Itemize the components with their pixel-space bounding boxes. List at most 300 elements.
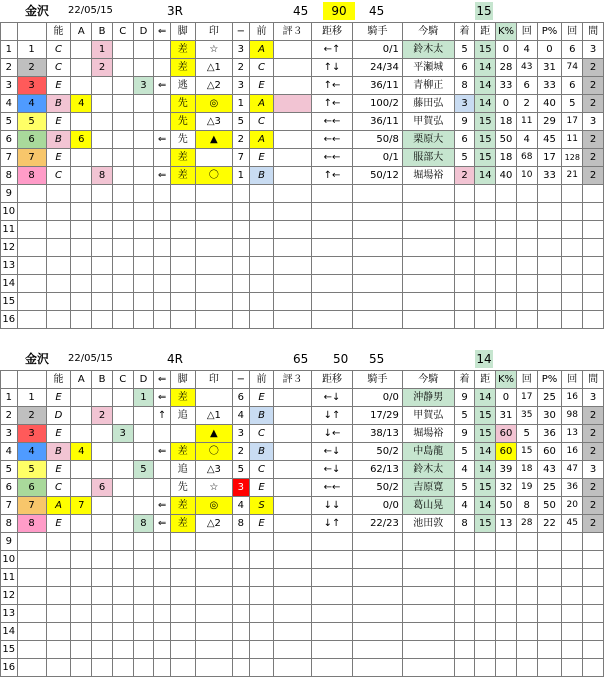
count-2: 36 <box>562 479 583 497</box>
empty-cell <box>402 257 454 275</box>
empty-cell <box>311 605 352 623</box>
minus-value: 1 <box>233 167 250 185</box>
empty-cell <box>353 293 403 311</box>
finish-position: 9 <box>454 425 475 443</box>
empty-cell <box>195 551 232 569</box>
empty-cell <box>516 569 537 587</box>
empty-cell <box>353 569 403 587</box>
col-c <box>112 389 133 407</box>
finish-position: 5 <box>454 479 475 497</box>
header-cell: 能 <box>46 371 71 389</box>
finish-position: 9 <box>454 113 475 131</box>
hyo3 <box>274 167 311 185</box>
p-percent: 30 <box>537 407 562 425</box>
empty-cell <box>274 203 311 221</box>
empty-cell <box>195 185 232 203</box>
table-row-empty <box>1 293 604 311</box>
p-percent: 17 <box>537 149 562 167</box>
empty-cell <box>17 641 46 659</box>
empty-cell <box>496 293 517 311</box>
empty-cell <box>233 605 250 623</box>
k-percent: 31 <box>496 407 517 425</box>
interval: 2 <box>583 95 604 113</box>
empty-cell <box>133 203 154 221</box>
mae-grade: E <box>249 515 274 533</box>
empty-cell <box>537 641 562 659</box>
table-row-empty <box>1 659 604 677</box>
empty-cell <box>353 551 403 569</box>
empty-cell <box>17 185 46 203</box>
empty-cell <box>195 623 232 641</box>
empty-cell <box>496 605 517 623</box>
empty-cell <box>274 569 311 587</box>
empty-cell <box>249 551 274 569</box>
table-row <box>1 95 604 113</box>
interval: 2 <box>583 149 604 167</box>
kyaku-style: 先 <box>170 95 195 113</box>
row-number: 14 <box>1 623 18 641</box>
empty-cell <box>353 275 403 293</box>
empty-cell <box>402 587 454 605</box>
empty-cell <box>17 533 46 551</box>
empty-cell <box>249 605 274 623</box>
empty-cell <box>71 293 92 311</box>
empty-cell <box>195 239 232 257</box>
stat-c: 45 <box>369 4 385 18</box>
empty-cell <box>516 239 537 257</box>
col-d <box>133 59 154 77</box>
venue-label: 金沢 <box>25 352 50 366</box>
current-jockey: 甲賀弘 <box>402 407 454 425</box>
empty-cell <box>133 185 154 203</box>
empty-cell <box>475 293 496 311</box>
noh-grade: E <box>46 149 71 167</box>
row-number: 12 <box>1 239 18 257</box>
empty-cell <box>17 623 46 641</box>
waku-number: 2 <box>17 407 46 425</box>
p-percent: 29 <box>537 113 562 131</box>
table-row <box>1 407 604 425</box>
k-percent: 13 <box>496 515 517 533</box>
empty-cell <box>46 257 71 275</box>
arrow-mark <box>154 41 171 59</box>
p-percent: 45 <box>537 131 562 149</box>
mark-symbol: △1 <box>195 59 232 77</box>
empty-cell <box>154 587 171 605</box>
noh-grade: C <box>46 59 71 77</box>
empty-cell <box>516 275 537 293</box>
empty-cell <box>112 293 133 311</box>
distance-code: 15 <box>475 407 496 425</box>
count-2: 13 <box>562 425 583 443</box>
interval: 2 <box>583 515 604 533</box>
distance-shift: ←← <box>311 131 352 149</box>
empty-cell <box>274 185 311 203</box>
row-number: 4 <box>1 95 18 113</box>
hyo3 <box>274 497 311 515</box>
header-row <box>1 23 604 41</box>
waku-number: 4 <box>17 95 46 113</box>
empty-cell <box>475 533 496 551</box>
empty-cell <box>454 533 475 551</box>
col-d <box>133 407 154 425</box>
mark-symbol <box>195 149 232 167</box>
empty-cell <box>537 551 562 569</box>
count-2: 16 <box>562 443 583 461</box>
empty-cell <box>92 293 113 311</box>
empty-cell <box>402 221 454 239</box>
arrow-mark: ⇐ <box>154 167 171 185</box>
waku-number: 1 <box>17 41 46 59</box>
k-percent: 39 <box>496 461 517 479</box>
empty-cell <box>17 311 46 329</box>
waku-number: 2 <box>17 59 46 77</box>
header-cell: 回 <box>516 23 537 41</box>
empty-cell <box>249 623 274 641</box>
empty-cell <box>170 221 195 239</box>
p-percent: 50 <box>537 497 562 515</box>
mae-grade: B <box>249 407 274 425</box>
noh-grade: B <box>46 131 71 149</box>
minus-value: 2 <box>233 59 250 77</box>
empty-cell <box>92 659 113 677</box>
distance-shift: ←↓ <box>311 389 352 407</box>
empty-cell <box>71 185 92 203</box>
kyaku-style: 先 <box>170 131 195 149</box>
mark-symbol: △1 <box>195 407 232 425</box>
empty-cell <box>195 311 232 329</box>
mae-grade: B <box>249 167 274 185</box>
arrow-mark: ⇐ <box>154 443 171 461</box>
mae-grade: C <box>249 59 274 77</box>
empty-cell <box>583 185 604 203</box>
empty-cell <box>454 623 475 641</box>
race-header <box>0 2 606 20</box>
arrow-mark <box>154 59 171 77</box>
kyaku-style: 差 <box>170 149 195 167</box>
jockey-record: 24/34 <box>353 59 403 77</box>
empty-cell <box>402 533 454 551</box>
row-number: 9 <box>1 533 18 551</box>
empty-cell <box>92 221 113 239</box>
empty-cell <box>353 257 403 275</box>
k-percent: 50 <box>496 497 517 515</box>
empty-cell <box>71 533 92 551</box>
empty-cell <box>170 551 195 569</box>
minus-value: 2 <box>233 131 250 149</box>
empty-cell <box>71 641 92 659</box>
finish-position: 6 <box>454 59 475 77</box>
empty-cell <box>454 257 475 275</box>
k-percent: 18 <box>496 113 517 131</box>
empty-cell <box>475 311 496 329</box>
empty-cell <box>195 605 232 623</box>
empty-cell <box>496 203 517 221</box>
minus-value: 8 <box>233 515 250 533</box>
distance-code: 14 <box>475 77 496 95</box>
col-b <box>92 443 113 461</box>
finish-position: 5 <box>454 149 475 167</box>
jockey-record: 22/23 <box>353 515 403 533</box>
row-number: 3 <box>1 425 18 443</box>
empty-cell <box>562 659 583 677</box>
row-number: 1 <box>1 389 18 407</box>
empty-cell <box>583 641 604 659</box>
distance-shift: ↑↓ <box>311 59 352 77</box>
row-number: 2 <box>1 407 18 425</box>
interval: 2 <box>583 479 604 497</box>
distance-shift: ←← <box>311 149 352 167</box>
col-c <box>112 443 133 461</box>
empty-cell <box>537 293 562 311</box>
empty-cell <box>583 605 604 623</box>
empty-cell <box>249 641 274 659</box>
empty-cell <box>274 551 311 569</box>
header-cell: K% <box>496 23 517 41</box>
table-row <box>1 59 604 77</box>
empty-cell <box>133 239 154 257</box>
empty-cell <box>311 569 352 587</box>
noh-grade: C <box>46 167 71 185</box>
mae-grade: B <box>249 443 274 461</box>
empty-cell <box>562 623 583 641</box>
p-percent: 33 <box>537 77 562 95</box>
col-c <box>112 407 133 425</box>
current-jockey: 平瀬城 <box>402 59 454 77</box>
interval: 2 <box>583 425 604 443</box>
header-cell: C <box>112 371 133 389</box>
empty-cell <box>112 533 133 551</box>
k-percent: 28 <box>496 59 517 77</box>
empty-cell <box>249 587 274 605</box>
empty-cell <box>516 623 537 641</box>
hyo3 <box>274 461 311 479</box>
table-row <box>1 443 604 461</box>
empty-cell <box>311 203 352 221</box>
empty-cell <box>311 659 352 677</box>
count-2: 21 <box>562 167 583 185</box>
finish-position: 4 <box>454 461 475 479</box>
empty-cell <box>496 569 517 587</box>
empty-cell <box>475 185 496 203</box>
col-a <box>71 425 92 443</box>
empty-cell <box>353 641 403 659</box>
stat-b: 50 <box>333 352 349 366</box>
empty-cell <box>233 587 250 605</box>
empty-cell <box>562 587 583 605</box>
header-cell: 今騎 <box>402 23 454 41</box>
distance-shift: ←↓ <box>311 443 352 461</box>
finish-position: 4 <box>454 497 475 515</box>
col-d <box>133 167 154 185</box>
empty-cell <box>516 587 537 605</box>
empty-cell <box>92 533 113 551</box>
minus-value: 3 <box>233 425 250 443</box>
empty-cell <box>71 659 92 677</box>
empty-cell <box>454 203 475 221</box>
arrow-mark: ⇐ <box>154 131 171 149</box>
count-2: 74 <box>562 59 583 77</box>
empty-cell <box>537 203 562 221</box>
noh-grade: A <box>46 497 71 515</box>
waku-number: 3 <box>17 425 46 443</box>
kyaku-style: 差 <box>170 443 195 461</box>
noh-grade: D <box>46 407 71 425</box>
arrow-mark: ⇐ <box>154 389 171 407</box>
race-4R-panel <box>0 350 606 695</box>
header-cell: 前 <box>249 371 274 389</box>
header-row <box>1 371 604 389</box>
header-cell: C <box>112 23 133 41</box>
col-c <box>112 113 133 131</box>
empty-cell <box>71 257 92 275</box>
empty-cell <box>475 605 496 623</box>
header-cell: 騎手 <box>353 371 403 389</box>
hyo3 <box>274 479 311 497</box>
empty-cell <box>583 569 604 587</box>
header-cell: 回 <box>562 371 583 389</box>
current-jockey: 藤田弘 <box>402 95 454 113</box>
mae-grade: C <box>249 425 274 443</box>
empty-cell <box>133 533 154 551</box>
empty-cell <box>562 239 583 257</box>
hyo3 <box>274 515 311 533</box>
row-number: 12 <box>1 587 18 605</box>
jockey-record: 100/2 <box>353 95 403 113</box>
empty-cell <box>562 605 583 623</box>
arrow-mark <box>154 149 171 167</box>
kyaku-style: 先 <box>170 113 195 131</box>
empty-cell <box>233 623 250 641</box>
finish-position: 5 <box>454 41 475 59</box>
race-number: 3R <box>167 4 183 18</box>
mark-symbol: △2 <box>195 515 232 533</box>
distance-code: 14 <box>475 497 496 515</box>
interval: 3 <box>583 461 604 479</box>
header-cell: 前 <box>249 23 274 41</box>
dist-count: 15 <box>476 4 492 18</box>
row-number: 14 <box>1 275 18 293</box>
stat-b: 90 <box>323 2 355 20</box>
k-percent: 0 <box>496 41 517 59</box>
empty-cell <box>46 605 71 623</box>
header-cell: 回 <box>516 371 537 389</box>
mark-symbol: 〇 <box>195 443 232 461</box>
interval: 2 <box>583 167 604 185</box>
distance-code: 15 <box>475 131 496 149</box>
finish-position: 8 <box>454 77 475 95</box>
empty-cell <box>92 275 113 293</box>
empty-cell <box>71 221 92 239</box>
empty-cell <box>562 203 583 221</box>
empty-cell <box>154 293 171 311</box>
empty-cell <box>170 641 195 659</box>
header-cell: − <box>233 23 250 41</box>
empty-cell <box>516 533 537 551</box>
empty-cell <box>17 293 46 311</box>
empty-cell <box>92 311 113 329</box>
distance-shift: ←← <box>311 113 352 131</box>
empty-cell <box>17 257 46 275</box>
minus-value: 4 <box>233 497 250 515</box>
header-cell: B <box>92 371 113 389</box>
count-1: 28 <box>516 515 537 533</box>
header-cell: D <box>133 371 154 389</box>
table-row <box>1 479 604 497</box>
table-row <box>1 77 604 95</box>
empty-cell <box>475 587 496 605</box>
col-c <box>112 479 133 497</box>
jockey-record: 62/13 <box>353 461 403 479</box>
header-cell: A <box>71 371 92 389</box>
col-b <box>92 131 113 149</box>
empty-cell <box>402 203 454 221</box>
empty-cell <box>170 623 195 641</box>
distance-code: 14 <box>475 167 496 185</box>
kyaku-style: 追 <box>170 407 195 425</box>
row-number: 2 <box>1 59 18 77</box>
col-d <box>133 425 154 443</box>
count-1: 8 <box>516 497 537 515</box>
table-row <box>1 497 604 515</box>
distance-code: 15 <box>475 41 496 59</box>
distance-shift: ↓↑ <box>311 515 352 533</box>
k-percent: 18 <box>496 149 517 167</box>
kyaku-style: 先 <box>170 479 195 497</box>
header-cell: D <box>133 23 154 41</box>
empty-cell <box>46 551 71 569</box>
mark-symbol: ☆ <box>195 41 232 59</box>
table-row-empty <box>1 587 604 605</box>
empty-cell <box>537 623 562 641</box>
row-number: 15 <box>1 641 18 659</box>
col-b <box>92 515 113 533</box>
empty-cell <box>195 203 232 221</box>
col-d: 5 <box>133 461 154 479</box>
waku-number: 6 <box>17 131 46 149</box>
empty-cell <box>170 659 195 677</box>
empty-cell <box>402 311 454 329</box>
header-cell: 脚 <box>170 371 195 389</box>
empty-cell <box>92 551 113 569</box>
header-cell: 印 <box>195 371 232 389</box>
waku-number: 5 <box>17 113 46 131</box>
empty-cell <box>233 221 250 239</box>
col-a <box>71 515 92 533</box>
empty-cell <box>154 569 171 587</box>
table-row <box>1 425 604 443</box>
distance-code: 15 <box>475 113 496 131</box>
empty-cell <box>583 551 604 569</box>
distance-shift: ↓↑ <box>311 407 352 425</box>
p-percent: 33 <box>537 167 562 185</box>
empty-cell <box>195 257 232 275</box>
arrow-mark <box>154 425 171 443</box>
jockey-record: 17/29 <box>353 407 403 425</box>
col-a <box>71 461 92 479</box>
empty-cell <box>233 239 250 257</box>
count-1: 43 <box>516 59 537 77</box>
empty-cell <box>46 533 71 551</box>
empty-cell <box>112 623 133 641</box>
col-b <box>92 425 113 443</box>
empty-cell <box>112 605 133 623</box>
header-cell: 距移 <box>311 23 352 41</box>
mae-grade: E <box>249 149 274 167</box>
header-cell: 今騎 <box>402 371 454 389</box>
noh-grade: C <box>46 41 71 59</box>
empty-cell <box>46 203 71 221</box>
